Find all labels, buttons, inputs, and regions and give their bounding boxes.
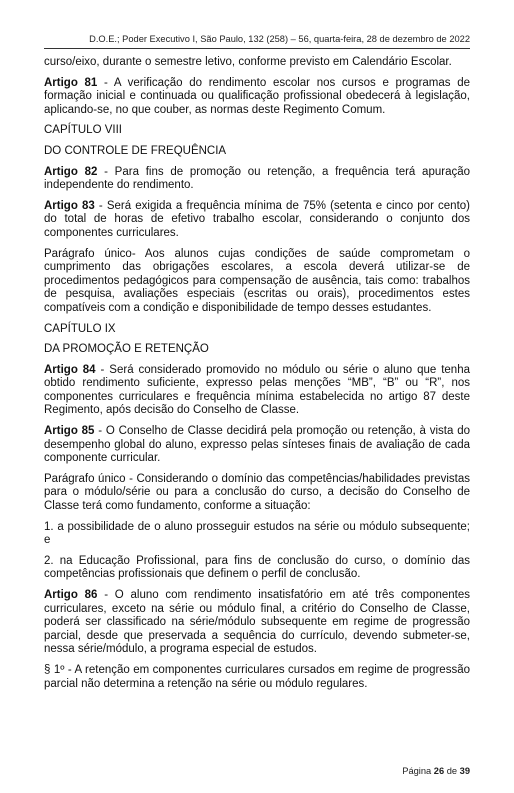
- article-text: - O aluno com rendimento insatisfatório em até três componentes curriculares, exceto na série ou módulo final, a critério do Conselho de Classe, poderá ser classificado na série/módulo subsequente em regime de progressão parcial, desde que preservada a sequência do currículo, devendo submeter-se, nessa série/módulo, a programa especial de estudos.: [44, 589, 471, 656]
- list-item-1: 1. a possibilidade de o aluno prosseguir estudos na série ou módulo subsequente; e: [44, 520, 470, 547]
- list-item-2: 2. na Educação Profissional, para fins de conclusão do curso, o domínio das competências profissionais que definem o perfil de conclusão.: [44, 554, 470, 581]
- article-82: [44, 166, 470, 193]
- article-86: [44, 589, 470, 657]
- article-label: Artigo 83: [44, 199, 95, 212]
- article-text: - A verificação do rendimento escolar nos cursos e programas de formação inicial e continuada ou qualificação profissional obedecerá à legislação, aplicando-se, no que couber, as normas deste Regimento Comum.: [44, 76, 470, 116]
- article-label: Artigo 86: [44, 589, 98, 601]
- page-number-total: 39: [459, 766, 470, 776]
- article-label: Artigo 81: [44, 76, 98, 89]
- article-label: Artigo 85: [44, 425, 95, 438]
- article-text: - Será exigida a frequência mínima de 75% (setenta e cinco por cento) do total de horas de efetivo trabalho escolar, considerando o conjunto dos componentes curriculares.: [44, 199, 470, 239]
- paragraph-text: curso/eixo, durante o semestre letivo, conforme previsto em Calendário Escolar.: [44, 56, 452, 68]
- page-number-prefix: Página: [402, 766, 434, 776]
- paragrafo-unico-saude: Parágrafo único- Aos alunos cujas condições de saúde comprometam o cumprimento das obrigações escolares, a escola deverá utilizar-se de procedimentos pedagógicos para compensação de ausência, tais como: trabalhos de pesquisa, avaliações especiais (escritas ou orais), procedimentos estes compatíveis com a condição e disponibilidade de tempo desses estudantes.: [44, 247, 470, 314]
- paragraph-section-1: § 1º - A retenção em componentes curriculares cursados em regime de progressão parcial não determina a retenção na série ou módulo regulares.: [44, 663, 470, 690]
- article-text: - Para fins de promoção ou retenção, a frequência terá apuração independente do rendimento.: [44, 165, 471, 192]
- page-number-sep: de: [444, 766, 460, 776]
- article-85: [44, 425, 470, 466]
- article-label: Artigo 84: [44, 363, 96, 376]
- article-81: [44, 77, 470, 118]
- chapter-heading-viii: CAPÍTULO VIII: [44, 124, 122, 137]
- chapter-title-frequencia: DO CONTROLE DE FREQUÊNCIA: [44, 144, 227, 157]
- page-number-current: 26: [433, 766, 445, 776]
- article-label: Artigo 82: [44, 165, 98, 178]
- document-body: [44, 56, 470, 698]
- page-header: D.O.E.; Poder Executivo I, São Paulo, 132 (258) – 56, quarta-feira, 28 de dezembro de 2022: [44, 34, 470, 49]
- paragrafo-unico-conselho: Parágrafo único - Considerando o domínio das competências/habilidades previstas para o módulo/série ou para a conclusão do curso, a decisão do Conselho de Classe terá como fundamento, conforme a situação:: [44, 472, 470, 513]
- article-83: [44, 200, 470, 241]
- article-text: - O Conselho de Classe decidirá pela promoção ou retenção, à vista do desempenho global do aluno, expresso pelas sínteses finais de avaliação de cada componente curricular.: [44, 425, 471, 465]
- paragraph-continuation: [44, 56, 470, 70]
- chapter-heading-ix: CAPÍTULO IX: [44, 322, 116, 335]
- article-84: [44, 364, 470, 418]
- page-number: [402, 766, 470, 776]
- article-text: - Será considerado promovido no módulo ou série o aluno que tenha obtido rendimento suficiente, expresso pelas menções “MB”, “B” ou “R”, nos componentes curriculares e frequência mínima estabelecida no artigo 87 deste Regimento, após decisão do Conselho de Classe.: [44, 363, 470, 417]
- chapter-title-promocao: DA PROMOÇÃO E RETENÇÃO: [44, 343, 209, 356]
